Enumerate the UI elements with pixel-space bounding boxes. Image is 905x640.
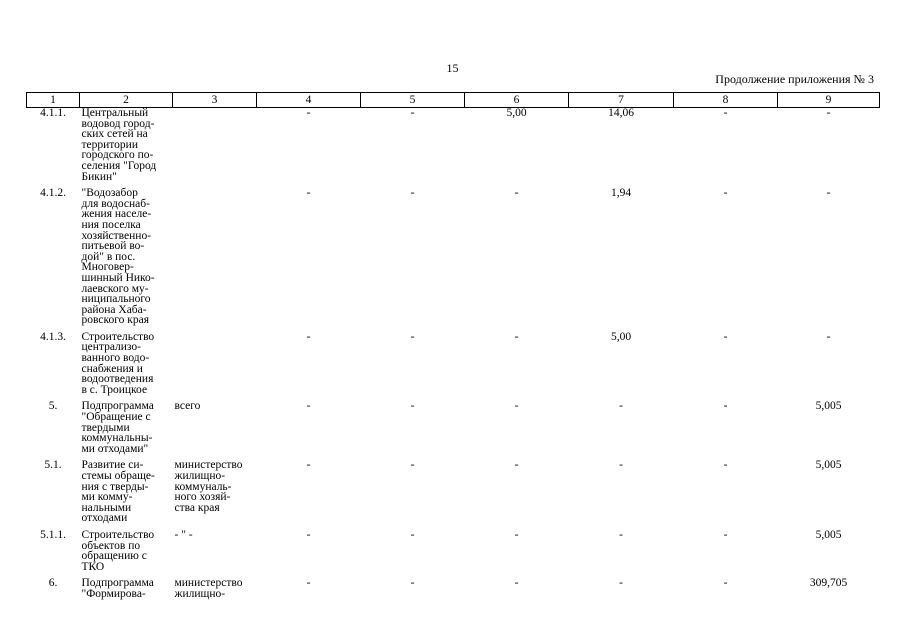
row-value-col4: - <box>306 459 311 472</box>
row-number: 6. <box>48 577 58 590</box>
table-row <box>27 108 880 189</box>
column-header: 9 <box>778 93 880 108</box>
table-row <box>27 401 880 460</box>
row-value-col6: - <box>514 187 519 200</box>
row-number: 5.1.1. <box>40 528 66 541</box>
table-row <box>27 332 880 402</box>
row-value-col8: - <box>723 577 728 590</box>
row-value-col9: 5,005 <box>815 528 842 541</box>
row-name: Развитие си- стемы обраще- ния с тверды- ми комму- нальными отходами <box>81 459 155 525</box>
column-header: 8 <box>674 93 778 108</box>
row-name: "Водозабор для водоснаб- жения населе- ния поселка хозяйственно- питьевой во- дой" в пос. Многовер- шинный Нико- лаевского му- ниципального района Хаба- ровского края <box>81 187 155 327</box>
row-value-col5: - <box>410 577 415 590</box>
page-number: 15 <box>446 61 459 75</box>
column-header: 6 <box>465 93 569 108</box>
row-number: 5. <box>48 400 58 413</box>
row-value-col6: 5,00 <box>506 107 527 119</box>
row-executor <box>173 332 257 402</box>
row-executor: министерство жилищно- коммуналь- ного хозяй- ства края <box>174 459 243 514</box>
column-header: 7 <box>569 93 674 108</box>
row-value-col4: - <box>306 107 311 119</box>
row-value-col4: - <box>306 330 311 343</box>
table-row <box>27 460 880 530</box>
row-executor <box>173 108 257 189</box>
row-value-col8: - <box>723 400 728 413</box>
table-row <box>27 530 880 578</box>
row-value-col8: - <box>723 330 728 343</box>
row-name: Строительство объектов по обращению с ТКО <box>81 528 155 573</box>
row-value-col5: - <box>410 330 415 343</box>
table-header-row <box>27 93 880 108</box>
column-header: 5 <box>361 93 465 108</box>
row-value-col8: - <box>723 528 728 541</box>
column-header: 2 <box>80 93 173 108</box>
row-value-col5: - <box>410 528 415 541</box>
row-executor: - " - <box>174 528 193 541</box>
row-value-col9: 5,005 <box>815 400 842 413</box>
row-name: Строительство централизо- ванного водо- снабжения и водоотведения в с. Троицкое <box>81 330 155 396</box>
column-header: 4 <box>257 93 361 108</box>
row-value-col9: 309,705 <box>809 577 848 590</box>
row-value-col4: - <box>306 400 311 413</box>
row-value-col7: - <box>619 459 623 472</box>
row-value-col8: - <box>723 107 728 119</box>
row-executor <box>173 188 257 332</box>
row-number: 4.1.1. <box>40 107 66 119</box>
row-name: Подпрограмма "Обращение с твердыми коммунальны- ми отходами" <box>81 400 154 455</box>
row-name: Центральный водовод город- ских сетей на территории городского по- селения "Город Бикин" <box>81 107 157 183</box>
row-executor: всего <box>174 400 201 413</box>
row-value-col7: 1,94 <box>610 187 632 200</box>
row-number: 5.1. <box>44 459 62 472</box>
row-value-col6: - <box>514 400 519 413</box>
appendix-continuation-label: Продолжение приложения № 3 <box>715 72 874 86</box>
row-value-col6: - <box>514 330 519 343</box>
row-value-col6: - <box>514 577 519 590</box>
appendix-table <box>26 92 880 600</box>
row-value-col9: - <box>826 107 831 119</box>
row-value-col6: - <box>514 459 519 472</box>
row-value-col4: - <box>306 577 311 590</box>
row-value-col5: - <box>410 459 415 472</box>
table-row <box>27 188 880 332</box>
row-number: 4.1.2. <box>40 187 66 200</box>
row-value-col4: - <box>306 187 311 200</box>
row-value-col8: - <box>723 459 728 472</box>
row-value-col8: - <box>723 187 728 200</box>
row-value-col7: - <box>619 577 623 590</box>
row-value-col5: - <box>410 107 415 119</box>
row-value-col5: - <box>410 400 415 413</box>
column-header: 3 <box>173 93 257 108</box>
row-value-col9: 5,005 <box>815 459 842 472</box>
row-value-col7: - <box>619 528 623 541</box>
row-number: 4.1.3. <box>40 330 66 343</box>
row-value-col9: - <box>826 330 831 343</box>
row-name: Подпрограмма "Формирова- <box>81 577 154 600</box>
row-value-col5: - <box>410 187 415 200</box>
column-header: 1 <box>27 93 80 108</box>
row-value-col7: 5,00 <box>610 330 632 343</box>
row-value-col9: - <box>826 187 831 200</box>
row-value-col7: - <box>619 400 623 413</box>
table-row <box>27 578 880 599</box>
row-value-col4: - <box>306 528 311 541</box>
row-value-col7: 14,06 <box>608 107 634 119</box>
row-value-col6: - <box>514 528 519 541</box>
row-executor: министерство жилищно- <box>174 577 243 600</box>
